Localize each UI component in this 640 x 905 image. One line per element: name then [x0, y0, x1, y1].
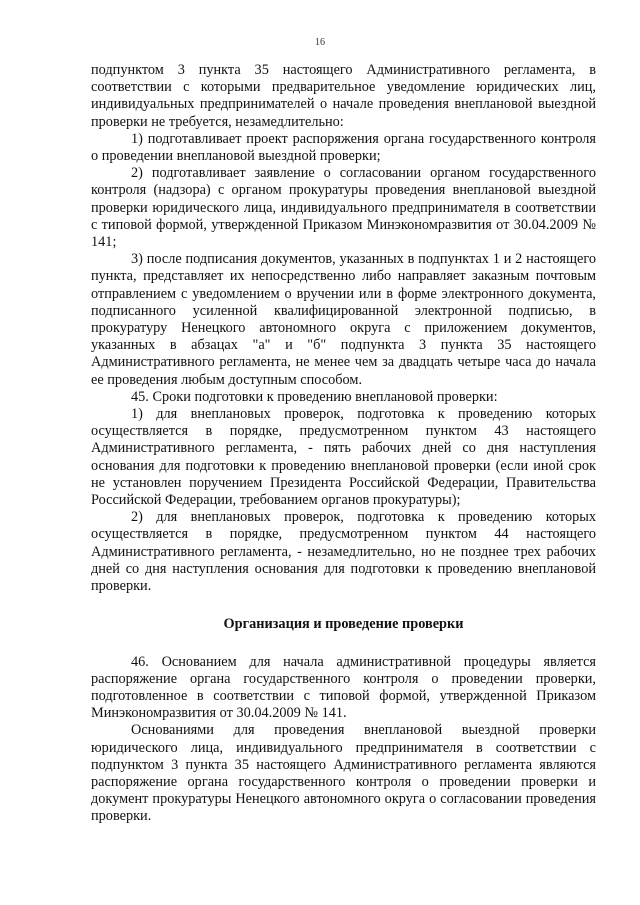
paragraph-45-item-1: 1) для внеплановых проверок, подготовка к проведению которых осуществляется в порядке, предусмотренном пунктом 43 настоящего Административного регламента, - пять рабочих дней со дня наступления основания для подготовки к проведению внеплановой проверки (если иной срок не установлен поручением Президента Российской Федерации, Правительства Российской Федерации, требованием органов прокуратуры);	[91, 406, 596, 509]
paragraph-46-bases: Основаниями для проведения внеплановой выездной проверки юридического лица, индивидуального предпринимателя в соответствии с подпунктом 3 пункта 35 настоящего Административного регламента являются распоряжение органа государственного контроля о проведении проверки и документ прокуратуры Ненецкого автономного округа о согласовании проведения проверки.	[91, 722, 596, 825]
paragraph-45: 45. Сроки подготовки к проведению внеплановой проверки:	[131, 388, 498, 405]
paragraph-item-2: 2) подготавливает заявление о согласовании органом государственного контроля (надзора) с органом прокуратуры проведения внеплановой выездной проверки юридического лица, индивидуального предпринимателя в соответствии с типовой формой, утвержденной Приказом Минэкономразвития от 30.04.2009 № 141;	[91, 165, 596, 251]
paragraph-45-item-2: 2) для внеплановых проверок, подготовка к проведению которых осуществляется в порядке, предусмотренном пунктом 44 настоящего Административного регламента, - незамедлительно, но не позднее трех рабочих дней со дня наступления основания для подготовки к проведению внеплановой проверки.	[91, 509, 596, 595]
page-number: 16	[315, 37, 325, 48]
document-body	[91, 62, 596, 826]
paragraph-item-3: 3) после подписания документов, указанных в подпунктах 1 и 2 настоящего пункта, представляет их непосредственно либо направляет заказным почтовым отправлением с уведомлением о вручении или в форме электронного документа, подписанного усиленной квалифицированной электронной подписью, в прокуратуру Ненецкого автономного округа с приложением документов, указанных в абзацах "а" и "б" подпункта 3 пункта 35 настоящего Административного регламента, не менее чем за двадцать четыре часа до начала ее проведения любым доступным способом.	[91, 251, 596, 388]
paragraph-item-1: 1) подготавливает проект распоряжения органа государственного контроля о проведении внеплановой выездной проверки;	[91, 130, 596, 165]
section-heading: Организация и проведение проверки	[223, 616, 464, 633]
paragraph-continuation: подпунктом 3 пункта 35 настоящего Административного регламента, в соответствии с которыми предварительное уведомление юридических лиц, индивидуальных предпринимателей о начале проведения внеплановой выездной проверки не требуется, незамедлительно:	[91, 62, 596, 130]
paragraph-46: 46. Основанием для начала административной процедуры является распоряжение органа государственного контроля о проведении проверки, подготовленное в соответствии с типовой формой, утвержденной Приказом Минэкономразвития от 30.04.2009 № 141.	[91, 653, 596, 722]
